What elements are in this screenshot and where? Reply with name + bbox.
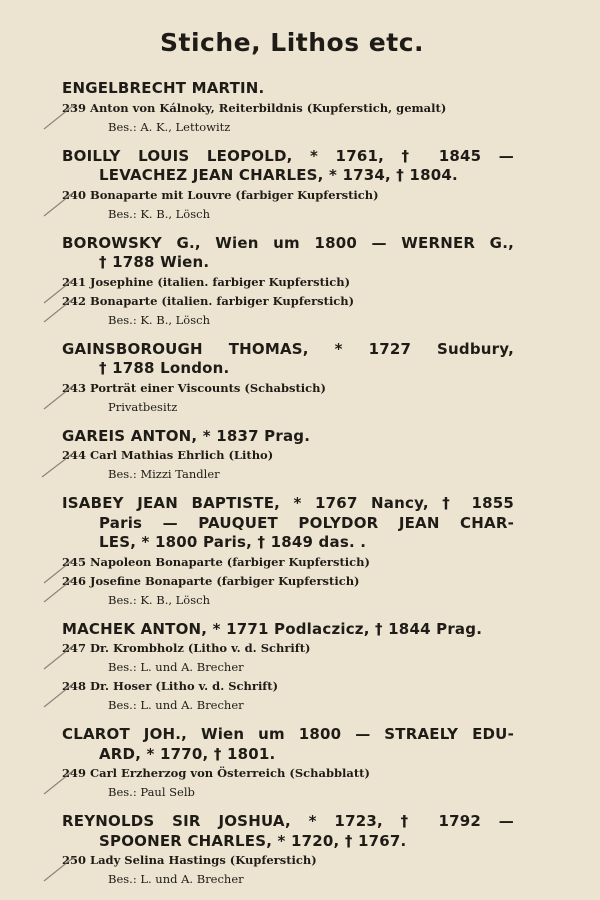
artist-line: LEVACHEZ JEAN CHARLES, * 1734, † 1804. [99, 166, 458, 184]
artist-line: GAINSBOROUGH THOMAS, * 1727 Sudbury, [62, 339, 514, 358]
item-title: Carl Erzherzog von Österreich (Schabblatt) [90, 766, 370, 780]
artist-line: ENGELBRECHT MARTIN. [62, 79, 265, 97]
owner-line: Bes.: Paul Selb [108, 785, 195, 799]
item-number: 246 [62, 573, 87, 588]
item-line [62, 851, 514, 870]
catalog-entry [62, 340, 514, 417]
owner-line: Bes.: A. K., Lettowitz [108, 119, 231, 134]
catalog-entry [62, 147, 514, 224]
artist-heading [62, 427, 514, 447]
item-line [62, 572, 514, 591]
owner-line: Bes.: K. B., Lösch [108, 206, 210, 221]
catalog-entry [62, 620, 514, 716]
artist-line: ISABEY JEAN BAPTISTE, * 1767 Nancy, † 1855 [62, 494, 514, 512]
artist-line: LES, * 1800 Paris, † 1849 das. . [99, 533, 367, 551]
item-line [62, 273, 514, 292]
item-title: Anton von Kálnoky, Reiterbildnis (Kupferstich, gemalt) [90, 100, 447, 115]
item-title: Bonaparte (italien. farbiger Kupferstich) [90, 293, 355, 308]
artist-heading [62, 620, 514, 640]
owner-line: Privatbesitz [108, 399, 178, 414]
artist-line: † 1788 London. [99, 359, 230, 377]
item-number: 241 [62, 274, 87, 289]
artist-line: CLAROT JOH., Wien um 1800 — STRAELY EDU- [62, 725, 514, 743]
item-number: 245 [62, 554, 87, 569]
page-title: Stiche, Lithos etc. [159, 28, 425, 57]
catalog-entry [62, 725, 514, 802]
artist-heading [62, 340, 514, 379]
item-title: Porträt einer Viscounts (Schabstich) [90, 380, 326, 395]
artist-heading [62, 494, 514, 553]
artist-line: MACHEK ANTON, * 1771 Podlaczicz, † 1844 Prag. [62, 619, 483, 638]
item-line [62, 764, 514, 783]
item-number: 248 [62, 679, 87, 693]
item-number: 244 [62, 448, 87, 462]
item-line [62, 553, 514, 572]
item-line [62, 446, 514, 465]
item-number: 239 [62, 100, 87, 115]
item-title: Bonaparte mit Louvre (farbiger Kupferstich) [90, 187, 379, 202]
artist-line: ARD, * 1770, † 1801. [99, 744, 276, 763]
artist-heading [62, 79, 514, 99]
artist-heading [62, 147, 514, 186]
owner-line: Bes.: Mizzi Tandler [108, 467, 220, 481]
artist-line: Paris — PAUQUET POLYDOR JEAN CHAR- [99, 513, 514, 532]
item-number: 243 [62, 380, 87, 395]
artist-line: SPOONER CHARLES, * 1720, † 1767. [99, 831, 407, 850]
owner-line: Bes.: L. und A. Brecher [108, 660, 244, 674]
item-line [62, 677, 514, 696]
owner-line: Bes.: L. und A. Brecher [108, 698, 244, 712]
item-line [62, 99, 514, 118]
item-title: Josefine Bonaparte (farbiger Kupferstich) [90, 573, 360, 588]
artist-line: GAREIS ANTON, * 1837 Prag. [62, 426, 311, 445]
artist-heading [62, 725, 514, 764]
item-number: 247 [62, 641, 87, 655]
item-title: Napoleon Bonaparte (farbiger Kupferstich) [90, 554, 370, 569]
artist-heading [62, 812, 514, 851]
item-line [62, 292, 514, 311]
catalog-entry [62, 494, 514, 610]
catalog-entry [62, 234, 514, 330]
artist-line: BOROWSKY G., Wien um 1800 — WERNER G., [62, 233, 514, 252]
owner-line: Bes.: K. B., Lösch [108, 312, 210, 327]
catalog-entry [62, 812, 514, 889]
item-line [62, 379, 514, 398]
item-number: 250 [62, 853, 87, 867]
owner-line: Bes.: L. und A. Brecher [108, 872, 244, 886]
catalog-entry [62, 79, 514, 137]
item-number: 240 [62, 187, 87, 202]
artist-line: BOILLY LOUIS LEOPOLD, * 1761, † 1845 — [62, 146, 514, 165]
item-title: Carl Mathias Ehrlich (Litho) [90, 448, 274, 462]
artist-line: † 1788 Wien. [99, 253, 210, 271]
catalog-entry [62, 427, 514, 485]
artist-line: REYNOLDS SIR JOSHUA, * 1723, † 1792 — [62, 812, 514, 830]
item-line [62, 639, 514, 658]
item-title: Lady Selina Hastings (Kupferstich) [90, 853, 317, 867]
item-title: Dr. Hoser (Litho v. d. Schrift) [90, 679, 279, 693]
item-line [62, 186, 514, 205]
item-number: 249 [62, 766, 87, 780]
artist-heading [62, 234, 514, 273]
item-title: Dr. Krombholz (Litho v. d. Schrift) [90, 641, 311, 655]
owner-line: Bes.: K. B., Lösch [108, 592, 210, 607]
item-number: 242 [62, 293, 87, 308]
item-title: Josephine (italien. farbiger Kupferstich) [90, 274, 351, 289]
